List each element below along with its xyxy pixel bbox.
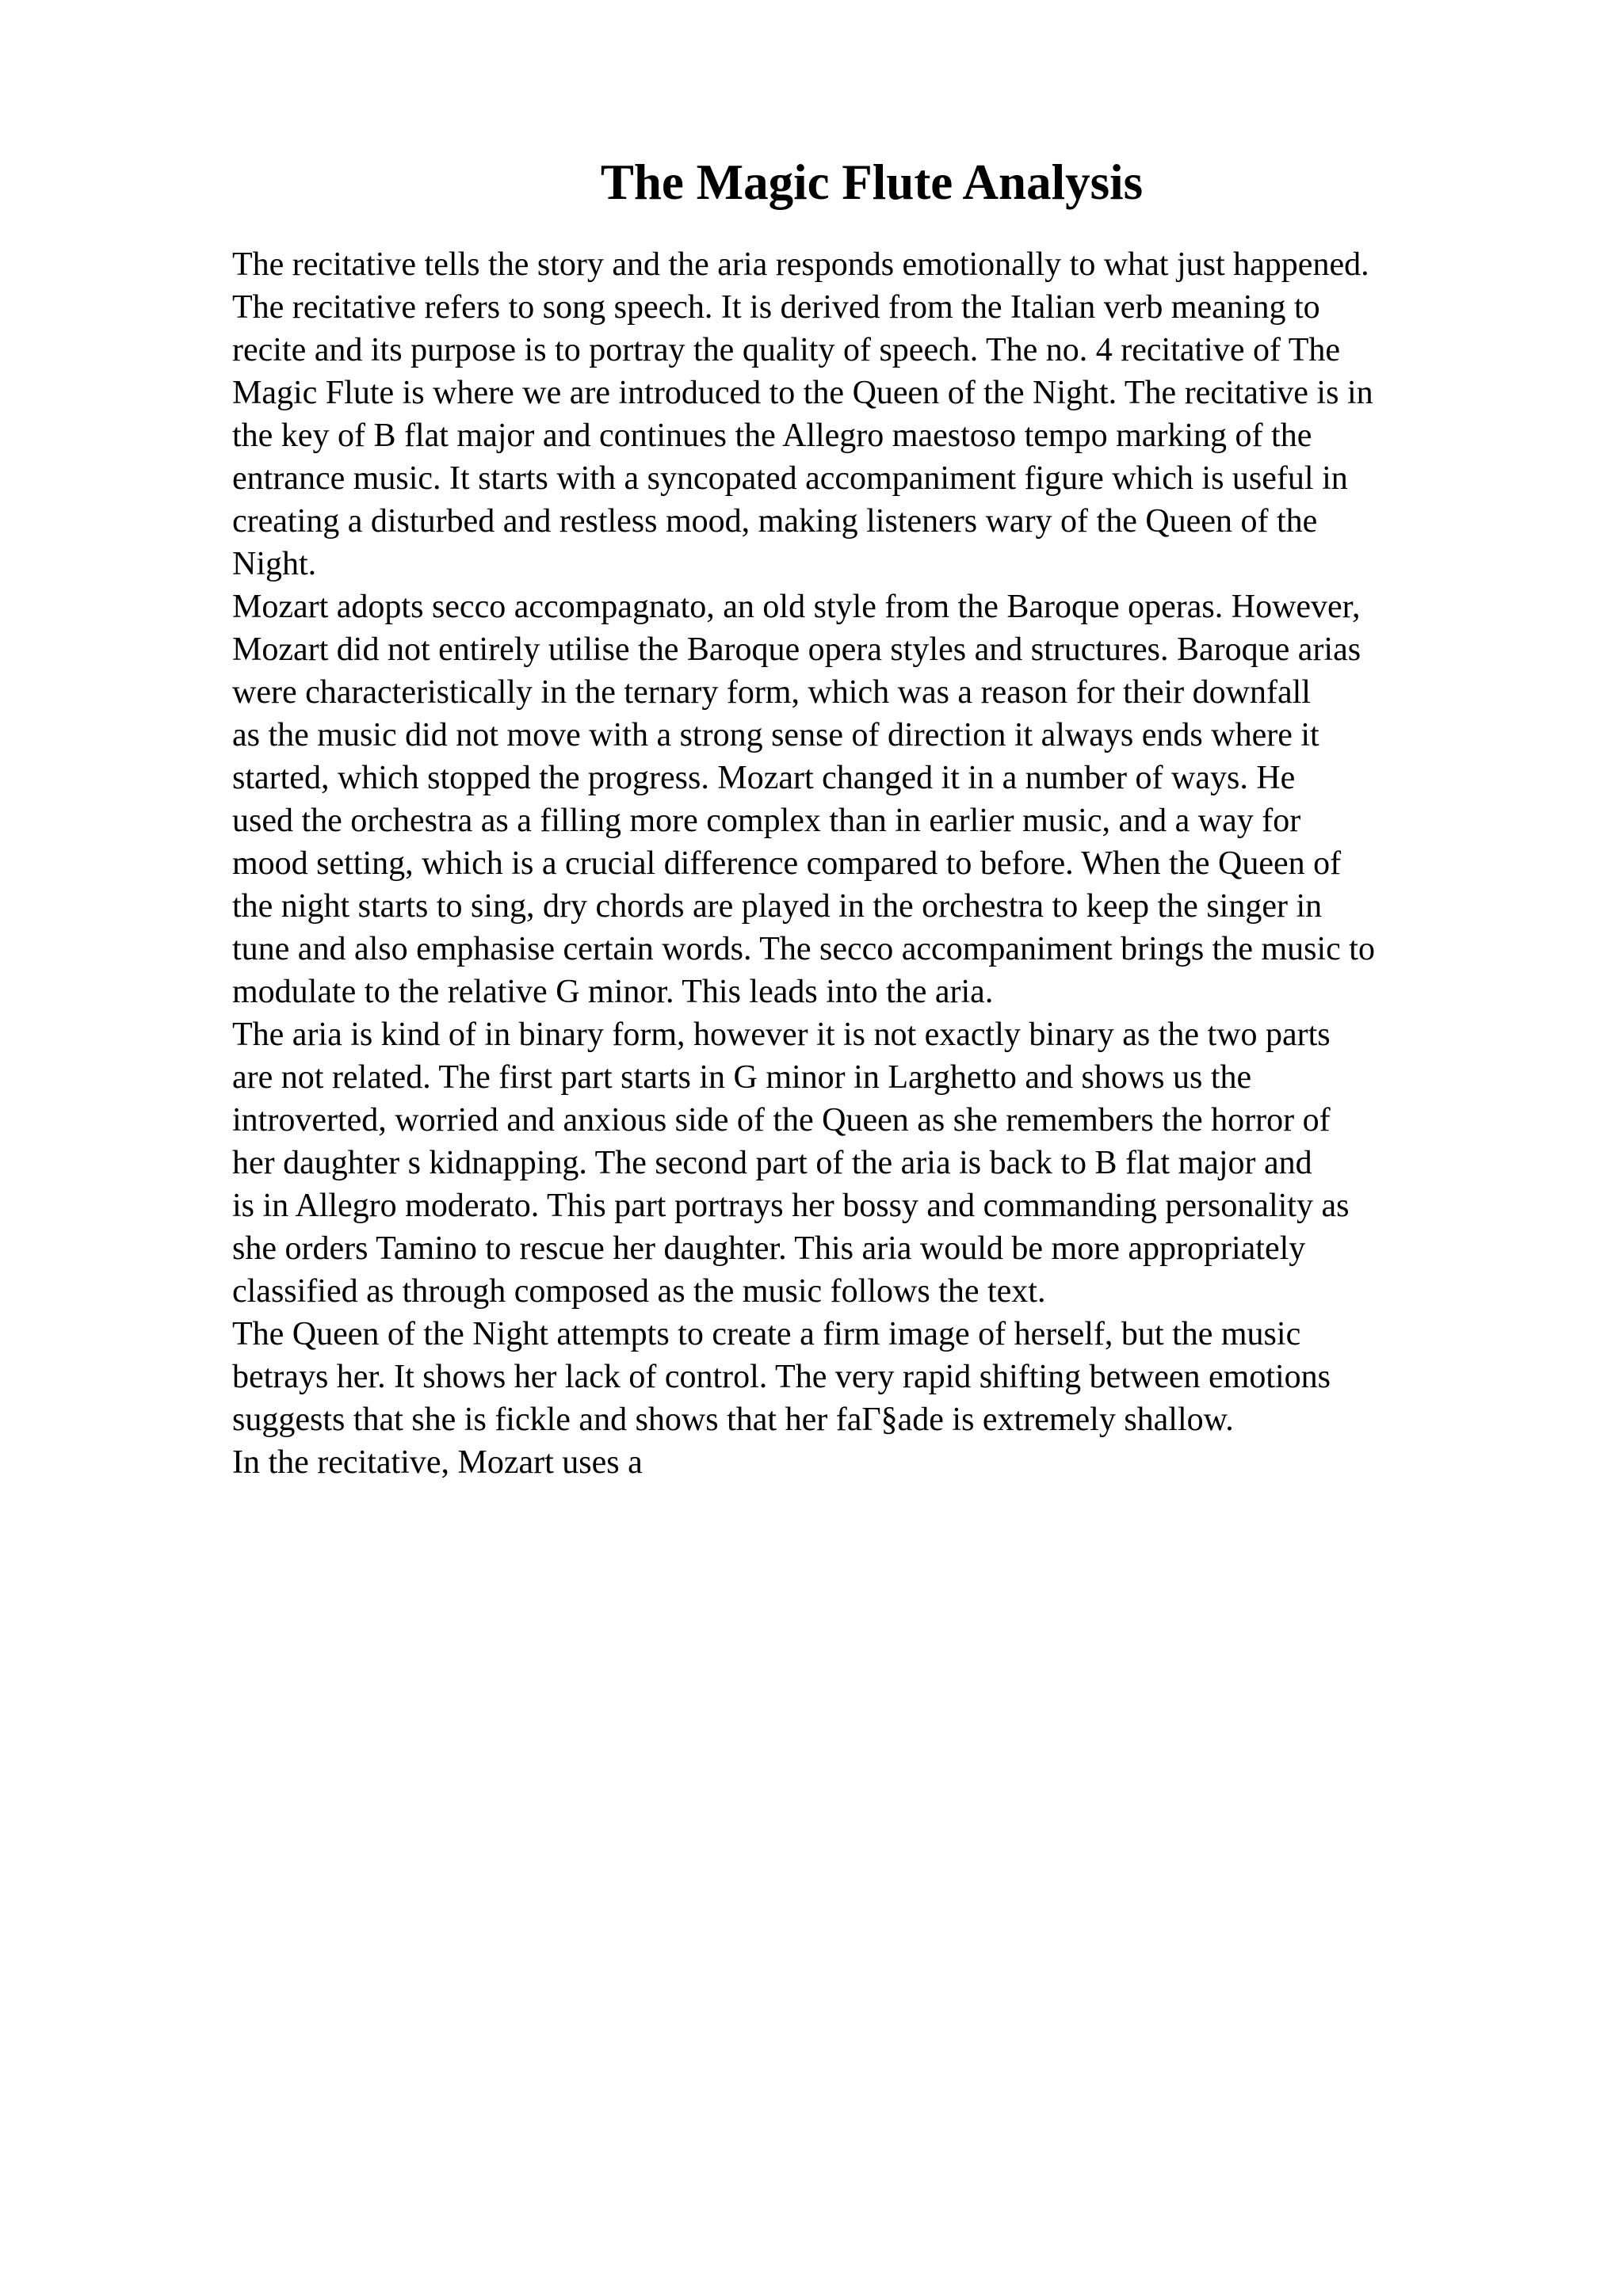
body-line: In the recitative, Mozart uses a: [232, 1444, 643, 1481]
body-line: The Queen of the Night attempts to create a firm image of herself, but the music: [232, 1316, 1301, 1352]
body-line: mood setting, which is a crucial difference compared to before. When the Queen of: [232, 845, 1342, 882]
body-line: betrays her. It shows her lack of control. The very rapid shifting between emotions: [232, 1359, 1331, 1395]
body-line: tune and also emphasise certain words. The secco accompaniment brings the music to: [232, 931, 1375, 967]
body-line: entrance music. It starts with a syncopated accompaniment figure which is useful in: [232, 460, 1348, 497]
body-line: modulate to the relative G minor. This leads into the aria.: [232, 974, 994, 1010]
body-line: The recitative refers to song speech. It is derived from the Italian verb meaning to: [232, 289, 1320, 326]
body-line: started, which stopped the progress. Mozart changed it in a number of ways. He: [232, 760, 1296, 796]
body-line: recite and its purpose is to portray the quality of speech. The no. 4 recitative of The: [232, 332, 1341, 368]
body-line: is in Allegro moderato. This part portrays her bossy and commanding personality as: [232, 1188, 1350, 1224]
body-line: The aria is kind of in binary form, however it is not exactly binary as the two parts: [232, 1016, 1331, 1053]
document-title: The Magic Flute Analysis: [600, 154, 1144, 210]
body-line: Night.: [232, 546, 317, 582]
body-line: as the music did not move with a strong sense of direction it always ends where it: [232, 717, 1319, 753]
body-line: Magic Flute is where we are introduced to the Queen of the Night. The recitative is in: [232, 375, 1373, 411]
body-line: she orders Tamino to rescue her daughter. This aria would be more appropriately: [232, 1230, 1306, 1267]
body-line: The recitative tells the story and the aria responds emotionally to what just happened.: [232, 246, 1369, 283]
body-line: the key of B flat major and continues the Allegro maestoso tempo marking of the: [232, 418, 1312, 454]
body-line: introverted, worried and anxious side of the Queen as she remembers the horror of: [232, 1102, 1331, 1138]
body-line: are not related. The first part starts in G minor in Larghetto and shows us the: [232, 1059, 1252, 1096]
body-line: suggests that she is fickle and shows that her faГ§ade is extremely shallow.: [232, 1402, 1234, 1438]
body-line: used the orchestra as a filling more complex than in earlier music, and a way for: [232, 803, 1301, 839]
body-line: were characteristically in the ternary form, which was a reason for their downfall: [232, 674, 1311, 711]
document-body: [232, 243, 1532, 1484]
body-line: creating a disturbed and restless mood, making listeners wary of the Queen of the: [232, 503, 1318, 540]
body-line: the night starts to sing, dry chords are played in the orchestra to keep the singer in: [232, 888, 1323, 925]
body-line: classified as through composed as the music follows the text.: [232, 1273, 1046, 1310]
body-line: Mozart adopts secco accompagnato, an old style from the Baroque operas. However,: [232, 589, 1361, 625]
body-line: her daughter s kidnapping. The second part of the aria is back to B flat major and: [232, 1145, 1312, 1181]
body-line: Mozart did not entirely utilise the Baroque opera styles and structures. Baroque arias: [232, 631, 1361, 668]
